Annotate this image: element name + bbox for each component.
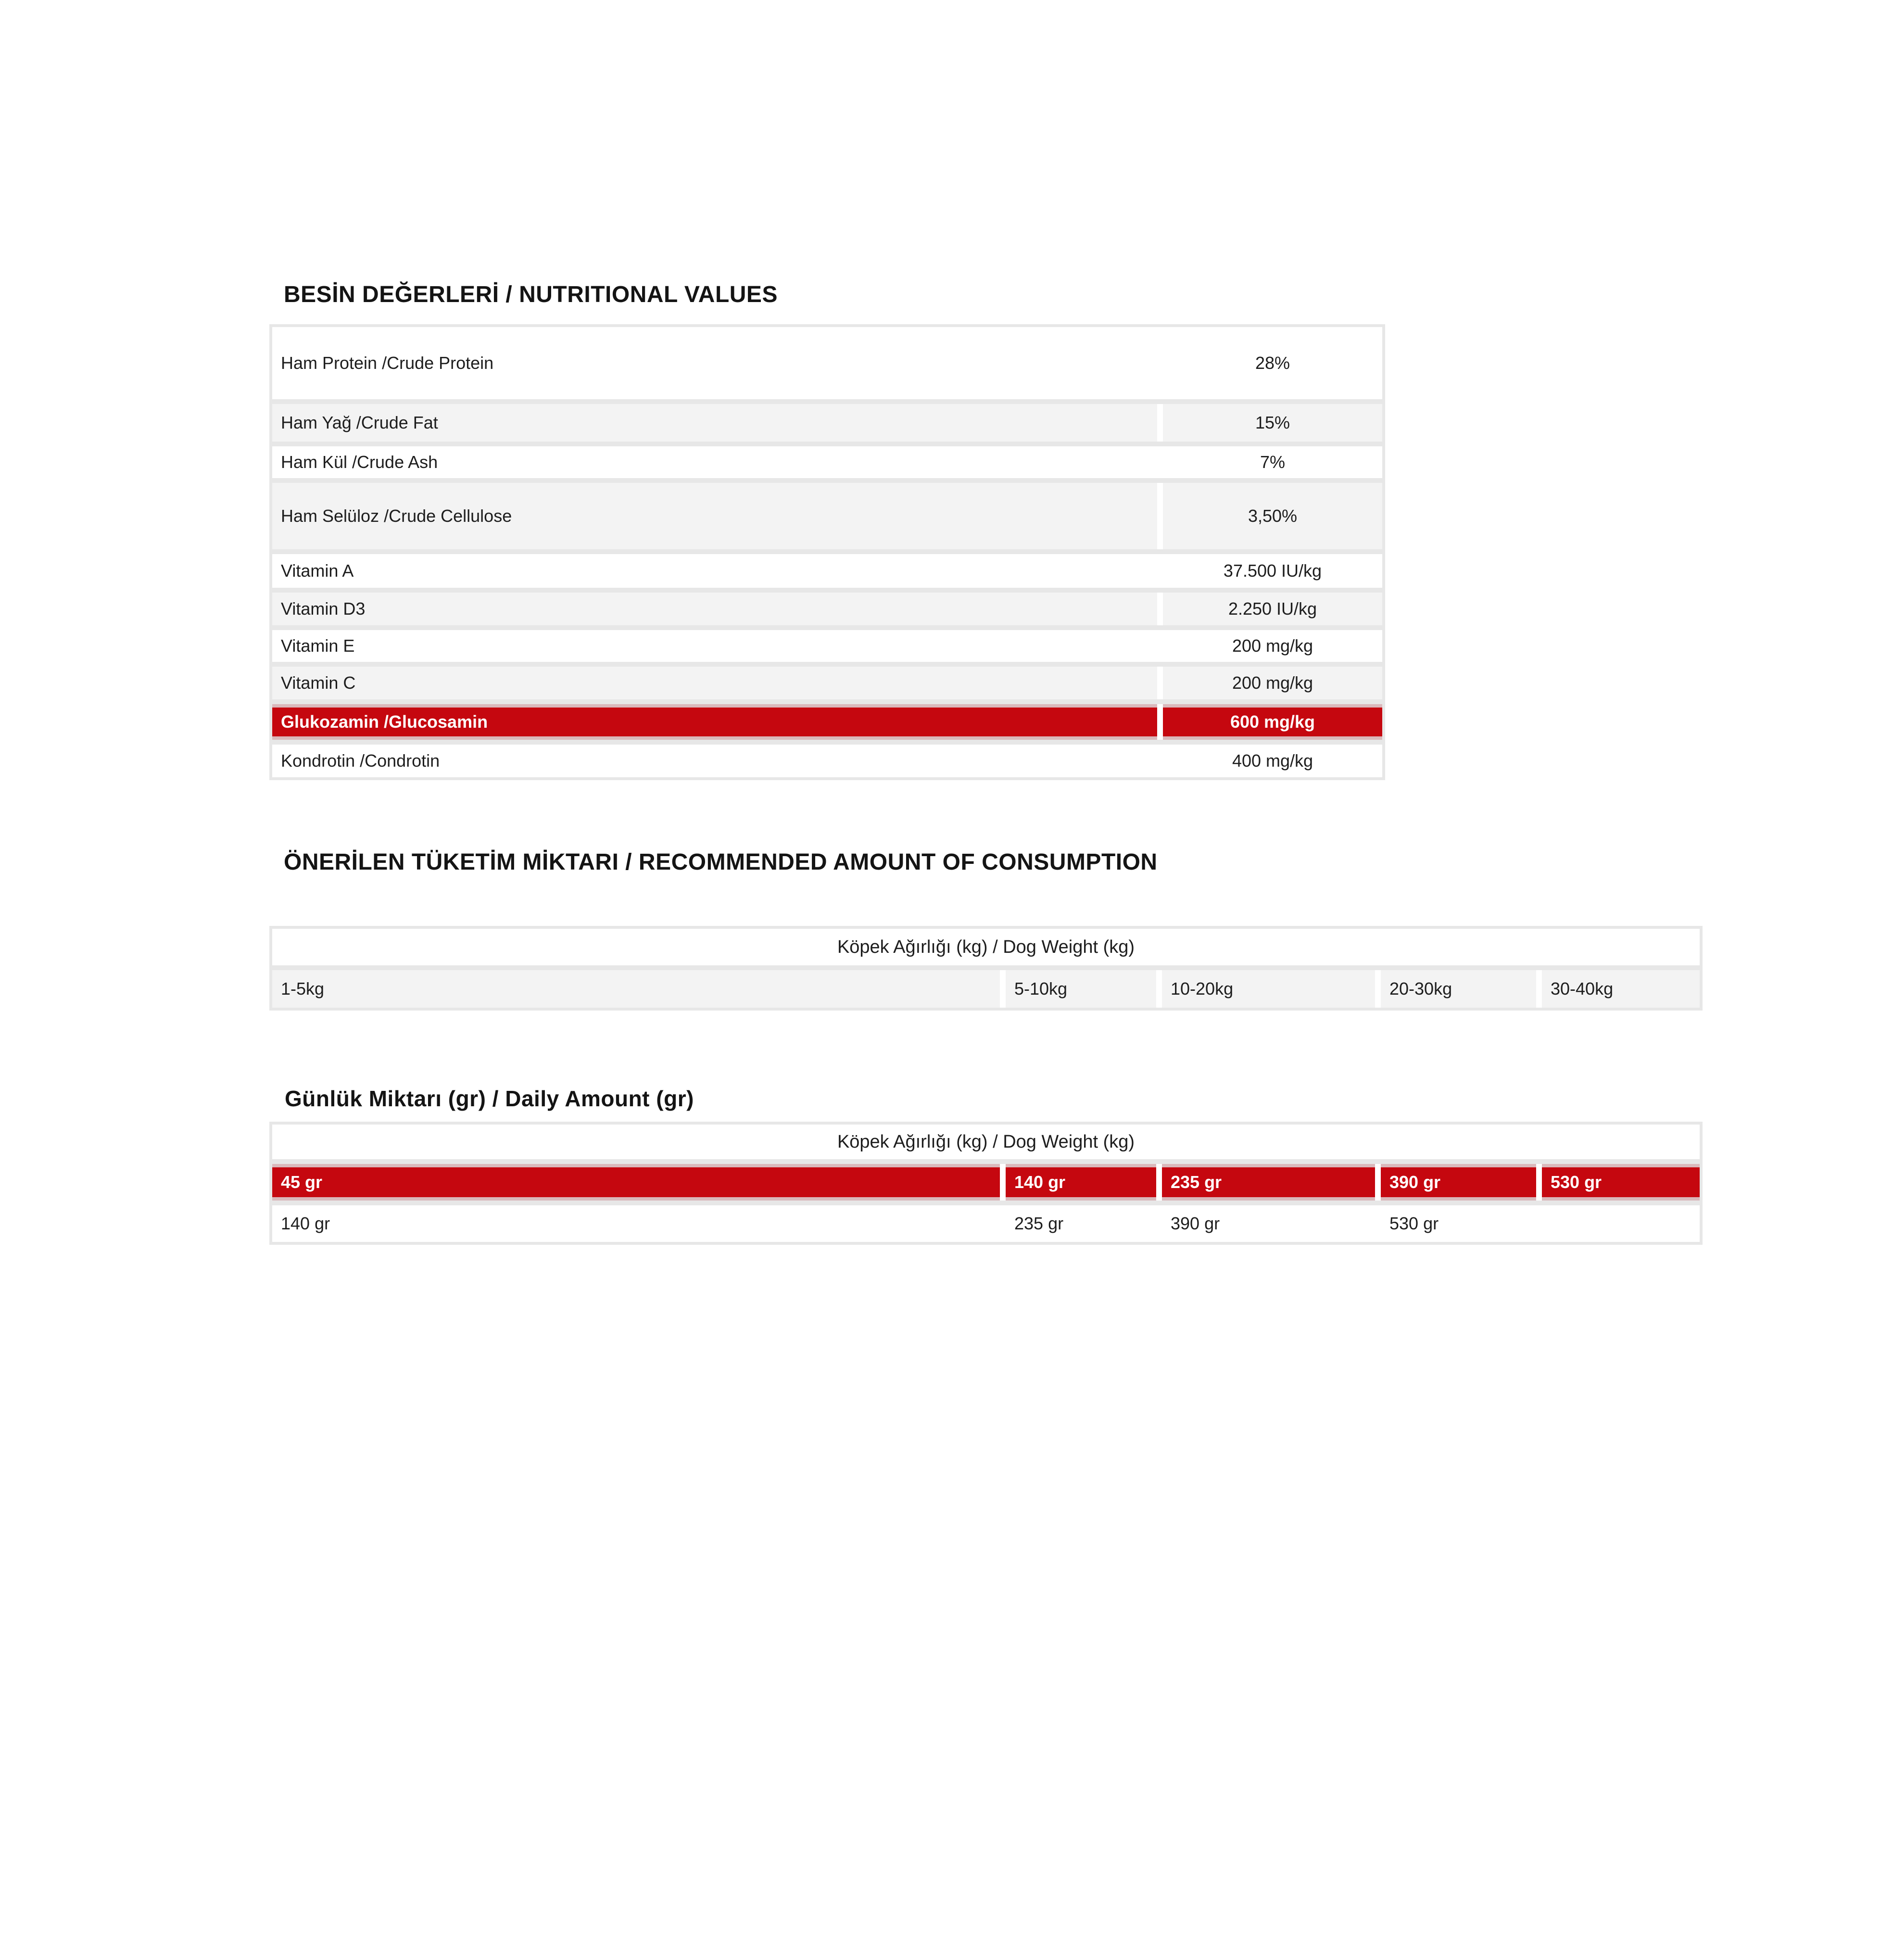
dog-weight-header: Köpek Ağırlığı (kg) / Dog Weight (kg) [272, 929, 1700, 965]
weight-range-cell: 20-30kg [1381, 970, 1536, 1008]
weight-range-cell: 30-40kg [1542, 970, 1700, 1008]
daily-amount-title: Günlük Miktarı (gr) / Daily Amount (gr) [285, 1086, 694, 1111]
daily-amount-cell: 530 gr [1381, 1205, 1536, 1242]
nutrient-label: Ham Protein /Crude Protein [272, 327, 1157, 399]
daily-amount-cell: 45 gr [272, 1164, 1000, 1201]
nutrient-label: Glukozamin /Glucosamin [272, 704, 1157, 740]
nutrient-value: 400 mg/kg [1163, 745, 1382, 777]
table-row [272, 667, 1382, 699]
nutritional-values-title: BESİN DEĞERLERİ / NUTRITIONAL VALUES [284, 282, 778, 307]
nutrient-label: Ham Kül /Crude Ash [272, 446, 1157, 478]
nutrient-value: 200 mg/kg [1163, 667, 1382, 699]
weight-range-cell: 5-10kg [1006, 970, 1156, 1008]
nutrient-value: 37.500 IU/kg [1163, 554, 1382, 588]
daily-amount-cell: 390 gr [1381, 1164, 1536, 1201]
table-row [272, 483, 1382, 549]
recommended-consumption-title: ÖNERİLEN TÜKETİM MİKTARI / RECOMMENDED AMOUNT OF CONSUMPTION [284, 849, 1158, 875]
table-row [272, 630, 1382, 662]
nutrient-value: 600 mg/kg [1163, 704, 1382, 740]
daily-amount-row [272, 1205, 1700, 1242]
table-row [272, 593, 1382, 625]
table-row [272, 745, 1382, 777]
daily-amount-cell: 390 gr [1162, 1205, 1375, 1242]
daily-amount-cell: 235 gr [1162, 1164, 1375, 1201]
daily-amount-cell: 140 gr [1006, 1164, 1156, 1201]
nutrient-label: Vitamin A [272, 554, 1157, 588]
daily-amount-cell: 140 gr [272, 1205, 1000, 1242]
table-row-highlighted [272, 704, 1382, 740]
nutrient-value: 2.250 IU/kg [1163, 593, 1382, 625]
nutrient-label: Kondrotin /Condrotin [272, 745, 1157, 777]
daily-amount-cell [1542, 1205, 1700, 1242]
dog-weight-header: Köpek Ağırlığı (kg) / Dog Weight (kg) [272, 1125, 1700, 1159]
weight-range-cell: 10-20kg [1162, 970, 1375, 1008]
weight-range-row [272, 970, 1700, 1008]
nutrient-value: 3,50% [1163, 483, 1382, 549]
daily-amount-cell: 235 gr [1006, 1205, 1156, 1242]
nutrient-label: Vitamin D3 [272, 593, 1157, 625]
nutritional-values-table [269, 324, 1385, 780]
table-row [272, 327, 1382, 399]
daily-amount-cell: 530 gr [1542, 1164, 1700, 1201]
nutrient-label: Ham Selüloz /Crude Cellulose [272, 483, 1157, 549]
table-header-row [272, 1125, 1700, 1159]
nutrient-label: Vitamin E [272, 630, 1157, 662]
table-row [272, 554, 1382, 588]
table-row [272, 404, 1382, 442]
nutrient-label: Vitamin C [272, 667, 1157, 699]
daily-amount-table [269, 1122, 1703, 1245]
nutrient-value: 7% [1163, 446, 1382, 478]
table-row [272, 446, 1382, 478]
nutrient-value: 200 mg/kg [1163, 630, 1382, 662]
nutrient-value: 15% [1163, 404, 1382, 442]
nutrient-label: Ham Yağ /Crude Fat [272, 404, 1157, 442]
table-header-row [272, 929, 1700, 965]
weight-range-cell: 1-5kg [272, 970, 1000, 1008]
daily-amount-row-highlighted [272, 1164, 1700, 1201]
nutrient-value: 28% [1163, 327, 1382, 399]
dog-weight-table [269, 926, 1703, 1011]
